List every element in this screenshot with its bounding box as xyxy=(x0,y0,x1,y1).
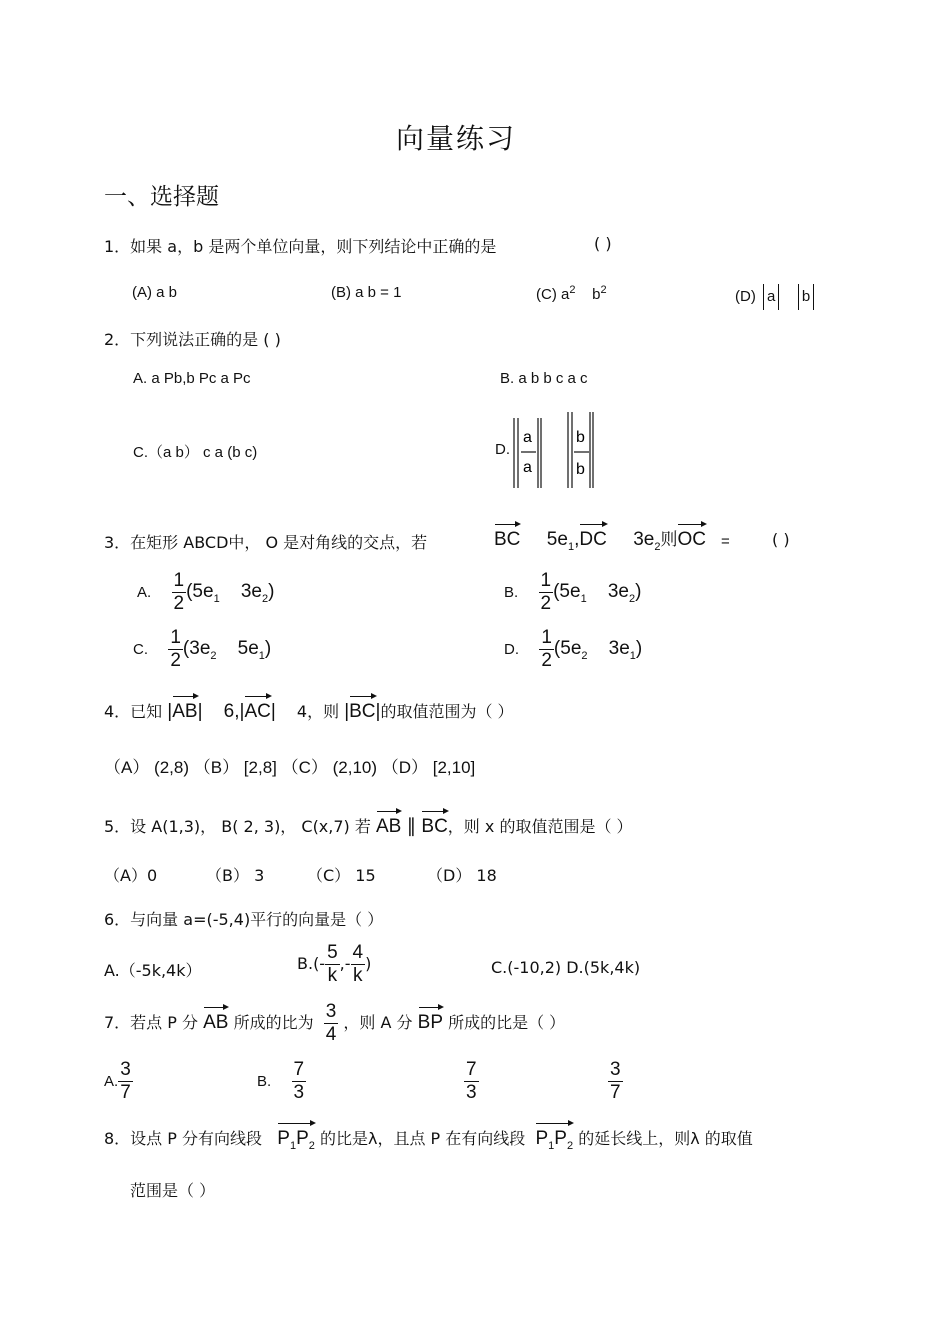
page-title: 向量练习 xyxy=(396,122,517,155)
svg-text:b: b xyxy=(576,461,585,478)
q5-option-c: （C） 15 xyxy=(307,866,376,885)
q7-option-a: A. $\frac{3}{7}$ xyxy=(104,1059,131,1103)
q8-line2: 范围是（ ） xyxy=(130,1181,216,1200)
q1-paren: ( ) xyxy=(594,234,612,253)
q6-option-cd: C.(-10,2) D.(5k,4k) xyxy=(491,958,641,977)
q2-option-b: B. a b b c a c xyxy=(500,370,588,387)
q7-option-c: $\frac{7}{3}$ xyxy=(466,1059,477,1103)
q3-eq: = xyxy=(721,533,730,550)
q5-option-b: （B） 3 xyxy=(206,866,265,885)
q8-stem: 8．设点 P 分有向线段 $P_1P_2$ 的比是λ，且点 P 在有向线段 $P_1P_2$ 的延长线上，则λ 的取值 xyxy=(104,1120,753,1152)
svg-text:a: a xyxy=(523,459,532,476)
q3-condition: BC $5e_1,DC$ $3e_2$则OC xyxy=(494,521,706,553)
q1-option-a: (A) a b xyxy=(132,284,178,301)
q6-stem: 6．与向量 a=(-5,4)平行的向量是（ ） xyxy=(104,910,384,929)
q1-option-d: (D) a b xyxy=(735,284,817,310)
q5-option-a: （A）0 xyxy=(104,866,158,885)
section-heading: 一、选择题 xyxy=(104,184,219,210)
q3-stem: 3．在矩形 ABCD中， O 是对角线的交点，若 xyxy=(104,533,428,552)
q5-option-d: （D） 18 xyxy=(427,866,497,885)
q6-option-a: A.（-5k,4k） xyxy=(104,961,202,980)
q2-option-a: A. a Pb,b Pc a Pc xyxy=(133,370,251,387)
q3-option-d: D. $\frac{1}{2}$ ($5e_2$ $3e_1$) xyxy=(504,627,643,671)
q3-paren: ( ) xyxy=(772,530,790,549)
q6-option-b: B.(- $\frac{5}{k}$ ,- $\frac{4}{k}$ ) xyxy=(297,942,372,986)
q4-options: （A） (2,8) （B） [2,8] （C） (2,10) （D） [2,10] xyxy=(104,758,476,777)
q2-stem: 2．下列说法正确的是 ( ) xyxy=(104,330,281,349)
svg-text:b: b xyxy=(576,429,585,446)
q7-option-d: $\frac{3}{7}$ xyxy=(610,1059,621,1103)
q3-option-c: C. $\frac{1}{2}$ ($3e_2$ $5e_1$) xyxy=(133,627,272,671)
q1-option-c: (C) $a^2$ $b^2$ xyxy=(536,284,607,303)
svg-text:a: a xyxy=(523,429,532,446)
q4-stem: 4．已知 |AB| 6,|AC| 4，则 |BC|的取值范围为（ ） xyxy=(104,693,514,723)
q3-option-a: A. $\frac{1}{2}$ ($5e_1$ $3e_2$) xyxy=(137,570,275,614)
q2-option-c: C.（a b） c a (b c) xyxy=(133,444,258,461)
q7-stem: 7．若点 P 分 AB 所成的比为 $\frac{3}{4}$ ，则 A 分 BP 所成的比是（ ） xyxy=(104,1001,566,1045)
q2-option-d: D. xyxy=(495,441,510,458)
q3-option-b: B. $\frac{1}{2}$ ($5e_1$ $3e_2$) xyxy=(504,570,642,614)
q5-stem: 5．设 A(1,3)， B( 2, 3)， C(x,7) 若 AB ∥ BC，则 x 的取值范围是（ ） xyxy=(104,808,633,838)
q7-option-b: B. $\frac{7}{3}$ xyxy=(257,1059,305,1103)
q2-option-d-formula xyxy=(512,410,602,490)
q1-option-b: (B) a b = 1 xyxy=(331,284,402,301)
q1-stem: 1．如果 a，b 是两个单位向量，则下列结论中正确的是 xyxy=(104,237,497,256)
